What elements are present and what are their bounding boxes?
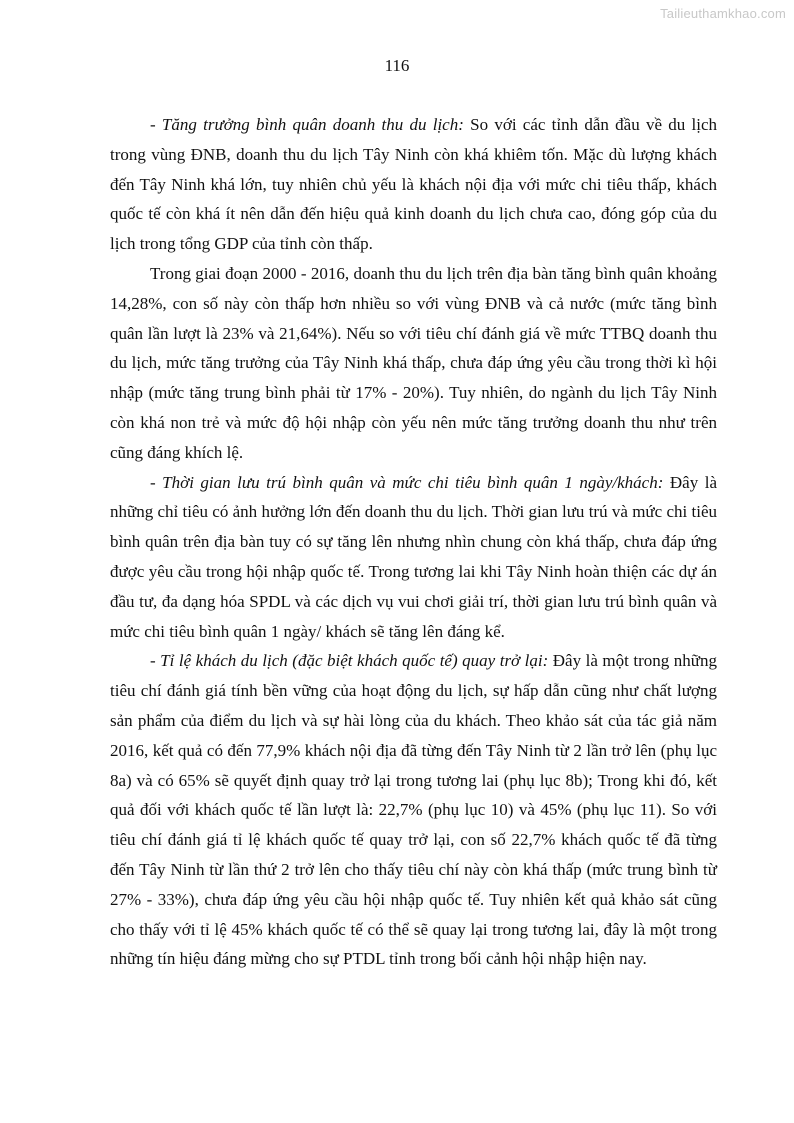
paragraph-lead: - Thời gian lưu trú bình quân và mức chi tiêu bình quân 1 ngày/khách: [150,472,664,492]
paragraph-revenue-period [110,259,717,468]
paragraph-revenue-growth [110,110,717,259]
paragraph-text: Đây là những chỉ tiêu có ảnh hưởng lớn đến doanh thu du lịch. Thời gian lưu trú và mức chi tiêu bình quân trên địa bàn tuy có sự tăng lên nhưng nhìn chung còn khá thấp, chưa đáp ứng được yêu cầu trong hội nhập quốc tế. Trong tương lai khi Tây Ninh hoàn thiện các dự án đầu tư, đa dạng hóa SPDL và các dịch vụ vui chơi giải trí, thời gian lưu trú bình quân và mức chi tiêu bình quân 1 ngày/ khách sẽ tăng lên đáng kể. [110,472,717,641]
paragraph-lead: - Tỉ lệ khách du lịch (đặc biệt khách quốc tế) quay trở lại: [150,651,549,671]
paragraph-stay-spending [110,468,717,647]
body-text [110,110,717,974]
paragraph-text: Đây là một trong những tiêu chí đánh giá tính bền vững của hoạt động du lịch, sự hấp dẫn cũng như chất lượng sản phẩm của điểm du lịch và sự hài lòng của du khách. Theo khảo sát của tác giả năm 2016, kết quả có đến 77,9% khách nội địa đã từng đến Tây Ninh từ 2 lần trở lên (phụ lục 8a) và có 65% sẽ quyết định quay trở lại trong tương lai (phụ lục 8b); Trong khi đó, kết quả đối với khách quốc tế lần lượt là: 22,7% (phụ lục 10) và 45% (phụ lục 11). So với tiêu chí đánh giá tỉ lệ khách quốc tế quay trở lại, con số 22,7% khách quốc tế đã từng đến Tây Ninh từ lần thứ 2 trở lên cho thấy tiêu chí này còn khá thấp (mức trung bình từ 27% - 33%), chưa đáp ứng yêu cầu hội nhập quốc tế. Tuy nhiên kết quả khảo sát cũng cho thấy với tỉ lệ 45% khách quốc tế có thể sẽ quay lại trong tương lai, đây là một trong những tín hiệu đáng mừng cho sự PTDL tỉnh trong bối cảnh hội nhập hiện nay. [110,651,717,969]
paragraph-lead: - Tăng trưởng bình quân doanh thu du lịch: [150,115,464,134]
paragraph-return-rate [110,646,717,974]
paragraph-text: Trong giai đoạn 2000 - 2016, doanh thu du lịch trên địa bàn tăng bình quân khoảng 14,28%, con số này còn thấp hơn nhiều so với vùng ĐNB và cả nước (mức tăng bình quân lần lượt là 23% và 21,64%). Nếu so với tiêu chí đánh giá về mức TTBQ doanh thu du lịch, mức tăng trưởng của Tây Ninh khá thấp, chưa đáp ứng yêu cầu trong thời kì hội nhập (mức tăng trung bình phải từ 17% - 20%). Tuy nhiên, do ngành du lịch Tây Ninh còn khá non trẻ và mức độ hội nhập còn yếu nên mức tăng trưởng doanh thu như trên cũng đáng khích lệ. [110,263,717,462]
paragraph-text: So với các tỉnh dẫn đầu về du lịch trong vùng ĐNB, doanh thu du lịch Tây Ninh còn khá khiêm tốn. Mặc dù lượng khách đến Tây Ninh khá lớn, tuy nhiên chủ yếu là khách nội địa với mức chi tiêu thấp, khách quốc tế còn khá ít nên dẫn đến hiệu quả kinh doanh du lịch chưa cao, đóng góp của du lịch trong tổng GDP của tỉnh còn thấp. [110,115,717,254]
watermark: Tailieuthamkhao.com [660,6,786,21]
page-number: 116 [384,56,410,75]
